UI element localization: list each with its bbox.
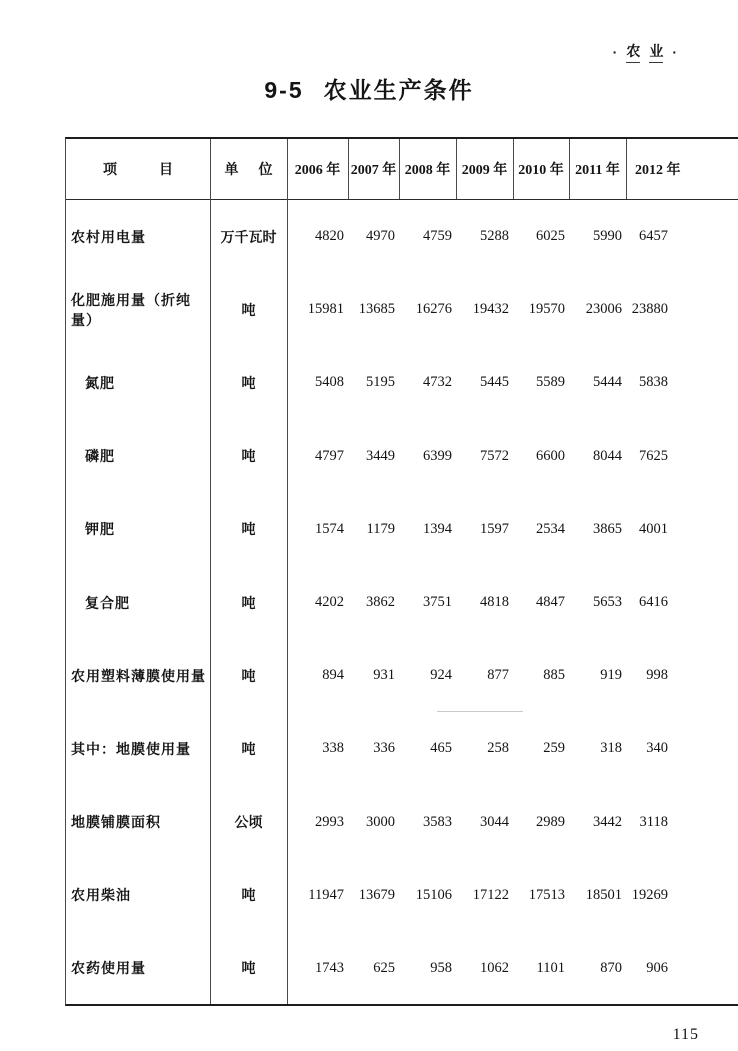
row-value-2008: 3583 [423,813,452,830]
row-value-2010: 5589 [536,374,565,391]
header-year-2008: 2008 年 [404,163,451,178]
row-value-2012: 7625 [639,447,668,464]
row-value-2006: 11947 [308,886,344,903]
table-row [66,566,738,639]
chapter-dot-right: · [672,44,677,60]
row-value-2008: 1394 [423,520,452,537]
header-divider-2 [399,139,400,199]
row-value-2008: 4732 [423,374,452,391]
row-item-label: 地膜铺膜面积 [71,816,161,832]
row-value-2008: 465 [430,740,452,757]
row-value-2007: 336 [373,740,395,757]
row-value-2009: 7572 [480,447,509,464]
page-title [0,72,738,105]
row-item-label: 其中：地膜使用量 [71,742,191,758]
row-value-2007: 3449 [366,447,395,464]
row-value-2006: 1574 [315,520,344,537]
row-value-2008: 3751 [423,594,452,611]
row-value-2012: 5838 [639,374,668,391]
table-row [66,859,738,932]
row-value-2007: 5195 [366,374,395,391]
chapter-dot-left: · [612,44,618,60]
header-year-2006: 2006 年 [294,163,341,178]
row-unit: 吨 [241,669,256,685]
row-unit: 吨 [241,303,256,319]
row-value-2011: 5444 [593,374,622,391]
chapter-marker [613,41,677,63]
header-divider-4 [513,139,514,199]
row-item-label: 农用塑料薄膜使用量 [71,669,206,685]
row-unit: 吨 [241,889,256,905]
row-value-2010: 6600 [536,447,565,464]
row-value-2009: 877 [487,667,509,684]
row-value-2011: 8044 [593,447,622,464]
header-divider-3 [456,139,457,199]
header-divider-6 [626,139,627,199]
row-value-2006: 894 [322,667,344,684]
row-value-2011: 5990 [593,228,622,245]
table-row [66,346,738,419]
row-value-2011: 919 [600,667,622,684]
table-number: 9-5 [264,77,304,103]
row-value-2006: 2993 [315,813,344,830]
table-body [66,200,738,1005]
row-unit: 吨 [241,962,256,978]
row-value-2008: 15106 [415,886,452,903]
row-value-2006: 4202 [315,594,344,611]
row-unit: 吨 [241,596,256,612]
column-divider-item-unit [210,139,211,1004]
table-row [66,639,738,712]
row-value-2008: 16276 [415,301,452,318]
row-value-2006: 4820 [315,228,344,245]
row-item-label: 农用柴油 [71,889,131,905]
row-value-2009: 1062 [480,959,509,976]
scan-artifact-line [437,711,523,712]
row-value-2010: 6025 [536,228,565,245]
chapter-char-2: 业 [649,41,663,63]
row-value-2007: 4970 [366,228,395,245]
header-item: 项 目 [103,163,173,178]
header-divider-1 [348,139,349,199]
row-value-2007: 3862 [366,594,395,611]
row-value-2011: 3442 [593,813,622,830]
table-row [66,200,738,273]
chapter-char-1: 农 [626,41,640,63]
header-unit: 单 位 [224,163,273,178]
row-item-label: 复合肥 [85,596,130,612]
row-value-2012: 19269 [631,886,668,903]
header-year-2012: 2012 年 [635,163,681,178]
row-value-2009: 17122 [472,886,509,903]
row-value-2008: 6399 [423,447,452,464]
row-value-2011: 3865 [593,520,622,537]
row-value-2007: 13679 [358,886,395,903]
row-value-2012: 340 [646,740,668,757]
row-value-2012: 3118 [639,813,668,830]
row-unit: 吨 [241,450,256,466]
row-item-label: 钾肥 [85,523,115,539]
row-value-2006: 4797 [315,447,344,464]
row-value-2010: 259 [543,740,565,757]
row-value-2006: 5408 [315,374,344,391]
row-value-2008: 4759 [423,228,452,245]
row-item-label: 农药使用量 [71,962,146,978]
row-value-2011: 870 [600,959,622,976]
row-value-2010: 4847 [536,594,565,611]
row-unit: 吨 [241,742,256,758]
row-value-2008: 958 [430,959,452,976]
table-row [66,712,738,785]
header-year-2011: 2011 年 [575,163,620,178]
row-value-2009: 4818 [480,594,509,611]
table-row [66,273,738,346]
row-value-2010: 2989 [536,813,565,830]
row-unit: 吨 [241,523,256,539]
row-value-2010: 1101 [536,959,565,976]
table-header-row [66,139,738,200]
row-value-2012: 998 [646,667,668,684]
row-value-2009: 5288 [480,228,509,245]
row-value-2009: 3044 [480,813,509,830]
header-year-2007: 2007 年 [350,163,397,178]
column-divider-unit-data [287,139,288,1004]
row-item-label: 磷肥 [85,450,115,466]
row-value-2009: 19432 [472,301,509,318]
row-value-2008: 924 [430,667,452,684]
header-year-2010: 2010 年 [518,163,564,178]
row-value-2011: 5653 [593,594,622,611]
table-title-text: 农业生产条件 [323,77,474,103]
table-row [66,932,738,1005]
row-item-label: 氮肥 [85,376,115,392]
row-value-2009: 1597 [480,520,509,537]
data-table [65,137,738,1006]
row-value-2006: 338 [322,740,344,757]
table-row [66,420,738,493]
row-value-2010: 2534 [536,520,565,537]
row-unit: 万千瓦时 [220,230,277,246]
row-value-2010: 17513 [528,886,565,903]
row-value-2007: 13685 [358,301,395,318]
row-value-2012: 23880 [631,301,668,318]
row-value-2006: 1743 [315,959,344,976]
row-value-2007: 1179 [366,520,395,537]
row-unit: 公顷 [234,816,263,832]
table-row [66,786,738,859]
row-value-2007: 625 [373,959,395,976]
row-value-2009: 258 [487,740,509,757]
row-value-2012: 4001 [639,520,668,537]
row-value-2012: 6457 [639,228,668,245]
row-value-2012: 6416 [639,594,668,611]
row-value-2007: 931 [373,667,395,684]
row-value-2010: 19570 [528,301,565,318]
row-value-2012: 906 [646,959,668,976]
header-divider-5 [569,139,570,199]
row-item-label: 农村用电量 [71,230,146,246]
row-unit: 吨 [241,376,256,392]
header-year-2009: 2009 年 [461,163,508,178]
row-value-2007: 3000 [366,813,395,830]
row-value-2011: 318 [600,740,622,757]
page-number: 115 [672,1026,699,1043]
row-value-2011: 23006 [585,301,622,318]
row-value-2006: 15981 [307,301,344,318]
row-value-2010: 885 [543,667,565,684]
row-value-2009: 5445 [480,374,509,391]
row-item-label: 化肥施用量（折纯量） [71,293,191,329]
table-row [66,493,738,566]
row-value-2011: 18501 [585,886,622,903]
